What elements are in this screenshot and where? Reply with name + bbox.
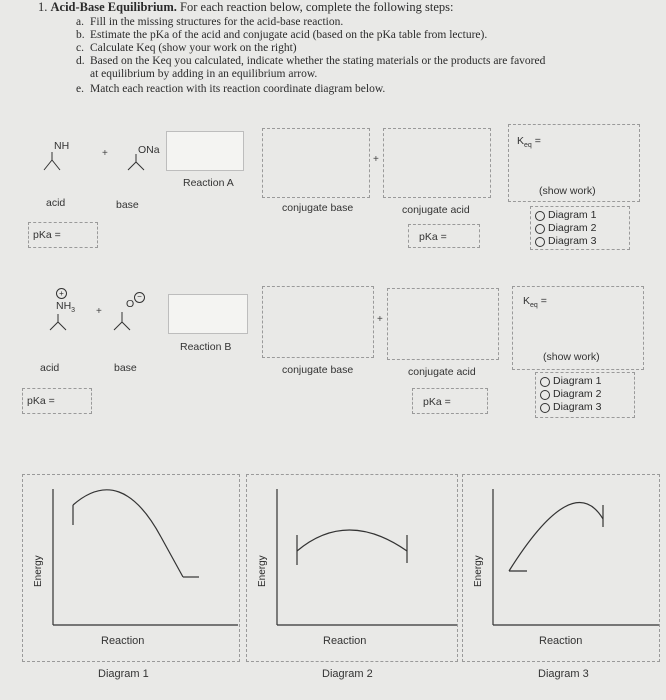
reaction-b-conjugate-base-label: conjugate base xyxy=(282,364,354,376)
reaction-a-product-plus: + xyxy=(373,154,379,165)
step-e: e. Match each reaction with its reaction coordinate diagram below. xyxy=(76,83,386,95)
diagram-1-panel xyxy=(22,474,240,662)
question-title xyxy=(38,0,453,15)
diagram-1-ylabel: Energy xyxy=(33,555,44,587)
reaction-a-keq-work-box[interactable] xyxy=(508,124,640,202)
reaction-b-label: Reaction B xyxy=(180,341,232,353)
radio-circle-icon xyxy=(540,377,550,387)
reaction-b-option-diagram-1[interactable]: Diagram 1 xyxy=(540,375,630,388)
reaction-a-base-label: base xyxy=(116,199,139,211)
step-d-continued: at equilibrium by adding in an equilibrium arrow. xyxy=(90,68,318,80)
reaction-a-label: Reaction A xyxy=(183,177,234,189)
reaction-b-acid-pka-label: pKa = xyxy=(27,395,55,407)
reaction-b-product-plus: + xyxy=(377,314,383,325)
step-c: c. Calculate Keq (show your work on the right) xyxy=(76,42,297,54)
radio-circle-icon xyxy=(540,390,550,400)
reaction-b-conjugate-acid-label: conjugate acid xyxy=(408,366,476,378)
diagram-2-ylabel: Energy xyxy=(257,555,268,587)
reaction-a-option-diagram-2[interactable]: Diagram 2 xyxy=(535,222,625,235)
reaction-a-conjugate-acid-label: conjugate acid xyxy=(402,204,470,216)
diagram-3-ylabel: Energy xyxy=(473,555,484,587)
reaction-b-base-label: base xyxy=(114,362,137,374)
reaction-b-show-work: (show work) xyxy=(543,351,600,363)
reaction-a-conjugate-base-box[interactable] xyxy=(262,128,370,198)
step-d: d. Based on the Keq you calculated, indicate whether the stating materials or the products are favored xyxy=(76,55,546,67)
reaction-a-conjugate-acid-pka-field[interactable] xyxy=(408,224,480,248)
reaction-b-positive-charge: + xyxy=(56,288,67,299)
radio-circle-icon xyxy=(540,403,550,413)
reaction-a-base-group: ONa xyxy=(138,144,160,156)
reaction-a-acid-group: NH xyxy=(54,140,70,152)
reaction-b-diagram-options xyxy=(535,372,635,418)
reaction-a-arrow-box[interactable] xyxy=(166,131,244,171)
reaction-a-option-diagram-3[interactable]: Diagram 3 xyxy=(535,235,625,248)
step-a: a. Fill in the missing structures for the acid-base reaction. xyxy=(76,16,344,28)
diagram-3-caption: Diagram 3 xyxy=(538,668,589,680)
reaction-b-conjugate-acid-pka-field[interactable] xyxy=(412,388,488,414)
reaction-b-acid-pka-field[interactable] xyxy=(22,388,92,414)
reaction-a-diagram-options xyxy=(530,206,630,250)
diagram-1-xlabel: Reaction xyxy=(101,635,145,647)
diagram-3-panel xyxy=(462,474,660,662)
reaction-a-keq-label: $K_{eq}$ = xyxy=(517,135,541,150)
diagram-2-xlabel: Reaction xyxy=(323,635,367,647)
reaction-a-show-work: (show work) xyxy=(539,185,596,197)
reaction-b-keq-label: $K_{eq}$ = xyxy=(523,295,547,310)
radio-circle-icon xyxy=(535,224,545,234)
step-b: b. Estimate the pKa of the acid and conjugate acid (based on the pKa table from lecture). xyxy=(76,29,488,41)
question-intro: For each reaction below, complete the following steps: xyxy=(180,0,454,14)
question-heading: Acid-Base Equilibrium. xyxy=(50,0,177,14)
diagram-2-panel xyxy=(246,474,458,662)
reaction-a-option-diagram-1[interactable]: Diagram 1 xyxy=(535,209,625,222)
reaction-b-acid-label: acid xyxy=(40,362,60,374)
reaction-a-acid-pka-field[interactable] xyxy=(28,222,98,248)
reaction-b-option-diagram-3[interactable]: Diagram 3 xyxy=(540,401,630,414)
reaction-b-arrow-box[interactable] xyxy=(168,294,248,334)
reaction-b-base-group: O xyxy=(126,298,135,310)
reaction-b-keq-work-box[interactable] xyxy=(512,286,644,370)
reaction-a-acid-label: acid xyxy=(46,197,66,209)
question-number: 1. xyxy=(38,0,48,14)
reaction-a-conjugate-acid-box[interactable] xyxy=(383,128,491,198)
reaction-b-option-diagram-2[interactable]: Diagram 2 xyxy=(540,388,630,401)
diagram-2-caption: Diagram 2 xyxy=(322,668,373,680)
reaction-a-conjugate-base-label: conjugate base xyxy=(282,202,354,214)
reaction-b-conjugate-acid-pka-label: pKa = xyxy=(423,396,451,408)
reaction-b-acid-group: $NH_3$ xyxy=(56,300,76,315)
reaction-a-conjugate-acid-pka-label: pKa = xyxy=(419,231,447,243)
reaction-b-conjugate-acid-box[interactable] xyxy=(387,288,499,360)
reaction-b-conjugate-base-box[interactable] xyxy=(262,286,374,358)
reaction-a-acid-pka-label: pKa = xyxy=(33,229,61,241)
radio-circle-icon xyxy=(535,211,545,221)
diagram-1-caption: Diagram 1 xyxy=(98,668,149,680)
reaction-b-plus: + xyxy=(96,306,102,317)
radio-circle-icon xyxy=(535,237,545,247)
diagram-3-xlabel: Reaction xyxy=(539,635,583,647)
reaction-b-negative-charge: − xyxy=(134,292,145,303)
reaction-a-plus: + xyxy=(102,148,108,159)
